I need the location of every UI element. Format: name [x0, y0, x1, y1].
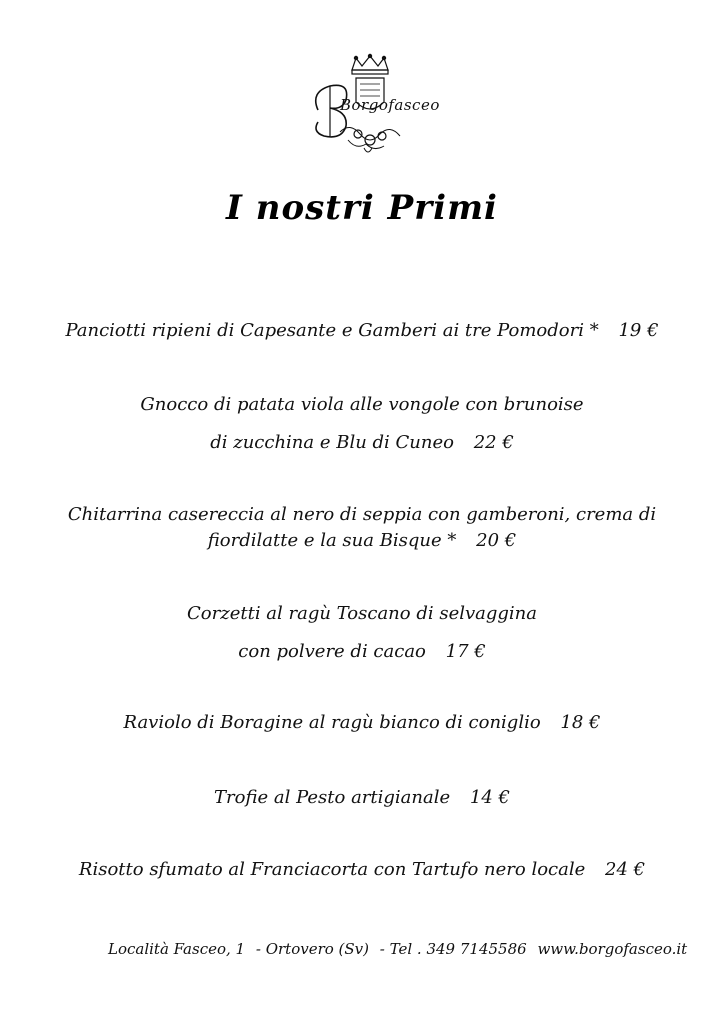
menu-item-name: Trofie al Pesto artigianale — [214, 787, 451, 808]
menu-item-price: 17 € — [445, 641, 486, 662]
menu-item — [40, 857, 684, 883]
footer-contact — [108, 940, 688, 958]
footer-address: Località Fasceo, 1 — [108, 940, 246, 958]
menu-item-name: con polvere di cacao — [238, 641, 426, 662]
menu-item-price: 24 € — [605, 859, 646, 880]
menu-item-price: 14 € — [469, 787, 510, 808]
menu-item — [40, 392, 684, 456]
menu-item — [40, 502, 684, 554]
menu-item-name: di zucchina e Blu di Cuneo — [210, 432, 454, 453]
menu-item-line — [40, 710, 684, 736]
menu-item-line — [40, 528, 684, 554]
menu-item — [40, 318, 684, 344]
logo — [300, 52, 440, 162]
footer-website: www.borgofasceo.it — [537, 940, 688, 958]
menu-item — [40, 710, 684, 736]
menu-item-name: Gnocco di patata viola alle vongole con brunoise — [140, 394, 584, 415]
menu-item — [40, 601, 684, 665]
logo-wordmark: Borgofasceo — [340, 96, 440, 114]
menu-item-line — [40, 430, 684, 456]
menu-item-price: 22 € — [473, 432, 514, 453]
menu-item-name: Corzetti al ragù Toscano di selvaggina — [187, 603, 537, 624]
menu-item-price: 20 € — [476, 530, 517, 551]
footer-town: - Ortovero (Sv) — [255, 940, 370, 958]
page-title: I nostri Primi — [226, 188, 498, 228]
menu-item-line — [40, 318, 684, 344]
menu-item-name: fiordilatte e la sua Bisque * — [207, 530, 457, 551]
menu-item-price: 19 € — [618, 320, 659, 341]
menu-item-line — [40, 857, 684, 883]
menu-item-name: Chitarrina casereccia al nero di seppia con gamberoni, crema di — [67, 504, 657, 525]
menu-item-line — [40, 639, 684, 665]
menu-item-line — [40, 785, 684, 811]
menu-item-name: Raviolo di Boragine al ragù bianco di coniglio — [123, 712, 541, 733]
footer-phone: - Tel . 349 7145586 — [379, 940, 527, 958]
menu-item-name: Risotto sfumato al Franciacorta con Tartufo nero locale — [78, 859, 586, 880]
menu-item — [40, 785, 684, 811]
menu-item-name: Panciotti ripieni di Capesante e Gamberi ai tre Pomodori * — [65, 320, 599, 341]
menu-item-price: 18 € — [560, 712, 601, 733]
